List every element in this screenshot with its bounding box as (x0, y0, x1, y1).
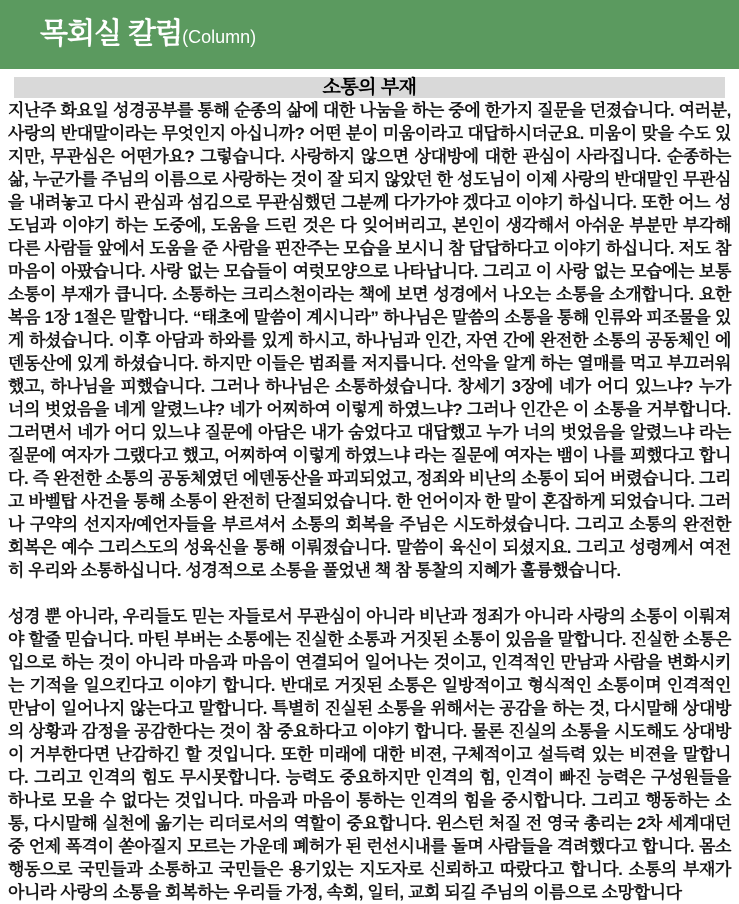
masthead-banner (0, 0, 739, 69)
article-paragraph-2: 성경 뿐 아니라, 우리들도 믿는 자들로서 무관심이 아니라 비난과 정죄가 아니라 사랑의 소통이 이뤄져야 할줄 믿습니다. 마틴 부버는 소통에는 진실한 소통과 거짓된 소통이 있음을 말합니다. 진실한 소통은 입으로 하는 것이 아니라 마음과 마음이 연결되어 일어나는 것이고, 인격적인 만남과 사람을 변화시키는 기적을 일으킨다고 이야기 합니다. 반대로 거짓된 소통은 일방적이고 형식적인 소통이며 인격적인 만남이 일어나지 않는다고 말합니다. 특별히 진실된 소통을 위해서는 공감을 하는 것, 다시말해 상대방의 상황과 감정을 공감한다는 것이 참 중요하다고 이야기 합니다. 물론 진실의 소통을 시도해도 상대방이 거부한다면 난감하긴 할 것입니다. 또한 미래에 대한 비젼, 구체적이고 설득력 있는 비젼을 말합니다. 그리고 인격의 힘도 무시못합니다. 능력도 중요하지만 인격의 힘, 인격이 빠진 능력은 구성원들을 하나로 모을 수 없다는 것입니다. 마음과 마음이 통하는 인격의 힘을 중시합니다. 그리고 행동하는 소통, 다시말해 실천에 옮기는 리더로서의 역할이 중요합니다. 윈스턴 처질 전 영국 총리는 2차 세계대던 중 언제 폭격이 쏟아질지 모르는 가운데 폐허가 된 런선시내를 돌며 사람들을 격려했다고 합니다. 몸소 행동으로 국민들과 소통하고 국민들은 용기있는 지도자로 신뢰하고 따랐다고 합니다. 소통의 부재가 아니라 사랑의 소통을 회복하는 우리들 가정, 속회, 일터, 교회 되길 주님의 이름으로 소망합니다 (8, 607, 731, 902)
masthead-text-group (0, 20, 256, 49)
article-body (8, 99, 731, 904)
masthead-title: 목회실 칼럼 (40, 18, 183, 50)
article-title: 소통의 부재 (322, 77, 417, 98)
masthead-subtitle: (Column) (182, 27, 257, 47)
article-title-bar (14, 77, 725, 98)
article-paragraph-1: 지난주 화요일 성경공부를 통해 순종의 삶에 대한 나눔을 하는 중에 한가지 질문을 던졌습니다. 여러분, 사랑의 반대말이라는 무엇인지 아십니까? 어떤 분이 미움이라고 대답하시더군요. 미움이 맞을 수도 있지만, 무관심은 어떤가요? 그렇습니다. 사랑하지 않으면 상대방에 대한 관심이 사라집니다. 순종하는 삶, 누군가를 주님의 이름으로 사랑하는 것이 잘 되지 않았던 한 성도님이 이제 사랑의 반대말인 무관심을 내려놓고 다시 관심과 섬김으로 무관심했던 그분께 다가가야 겠다고 이야기 하십니다. 또한 어느 성도님과 이야기 하는 도중에, 도움을 드린 것은 다 잊어버리고, 본인이 생각해서 아쉬운 부분만 부각해 다른 사람들 앞에서 도움을 준 사람을 핀잔주는 모습을 보시니 참 답답하다고 이야기 하십니다. 저도 참 마음이 아팠습니다. 사랑 없는 모습들이 여럿모양으로 나타납니다. 그리고 이 사랑 없는 모습에는 보통 소통이 부재가 큽니다. 소통하는 크리스천이라는 책에 보면 성경에서 나오는 소통을 소개합니다. 요한복음 1장 1절은 말합니다. “태초에 말씀이 계시니라” 하나님은 말씀의 소통을 통해 인류와 피조물을 있게 하셨습니다. 이후 아담과 하와를 있게 하시고, 하나님과 인간, 자연 간에 완전한 소통의 공동체인 에덴동산에 있게 하셨습니다. 하지만 이들은 범죄를 저지릅니다. 선악을 알게 하는 열매를 먹고 부끄러워했고, 하나님을 피했습니다. 그러나 하나님은 소통하셨습니다. 창세기 3장에 네가 어디 있느냐? 누가 너의 벗었음을 네게 알렸느냐? 네가 어찌하여 이렇게 하였느냐? 그러나 인간은 이 소통을 거부합니다. 그러면서 네가 어디 있느냐 질문에 아담은 내가 숨었다고 대답했고 누가 너의 벗었음을 알렸느냐 라는 질문에 여자가 그랬다고 했고, 어찌하여 이렇게 하였느냐 라는 질문에 여자는 뱀이 나를 꾀했다고 합니다. 즉 완전한 소통의 공동체였던 에덴동산을 파괴되었고, 정죄와 비난의 소통이 되어 버렸습니다. 그리고 바벨탑 사건을 통해 소통이 완전히 단절되었습니다. 한 언어이자 한 말이 혼잡하게 되었습니다. 그러나 구약의 선지자/예언자들을 부르셔서 소통의 회복을 주님은 시도하셨습니다. 그리고 소통의 완전한 회복은 예수 그리스도의 성육신을 통해 이뤄졌습니다. 말씀이 육신이 되셨지요. 그리고 성령께서 여전히 우리와 소통하십니다. 성경적으로 소통을 풀었낸 책 참 통찰의 지혜가 훌륭했습니다. (8, 101, 731, 580)
